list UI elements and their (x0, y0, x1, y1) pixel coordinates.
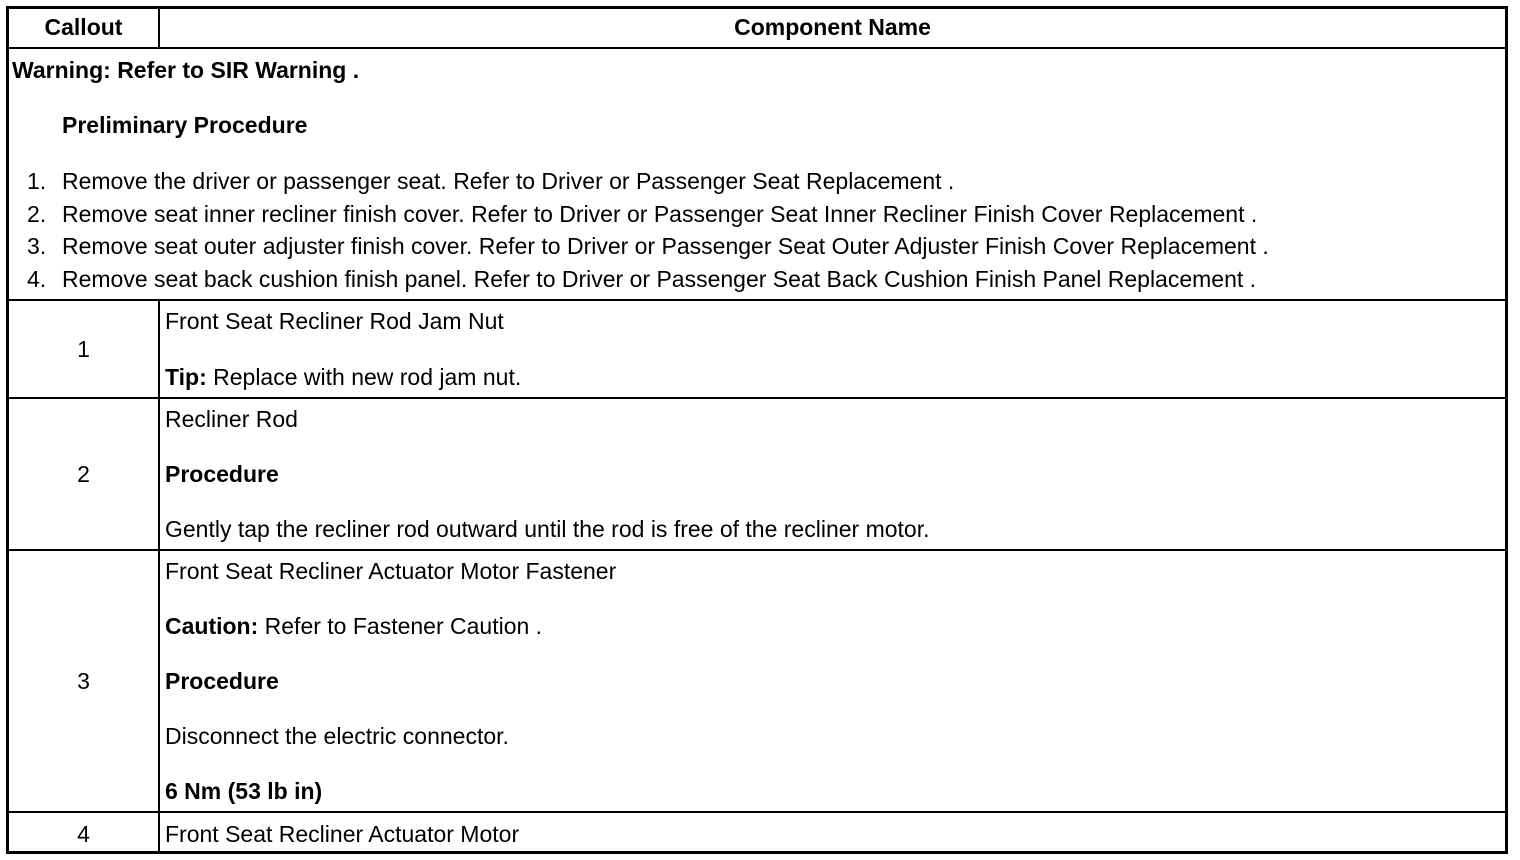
row-divider-3 (9, 811, 1505, 813)
step-3-number: 3. (27, 233, 47, 259)
header-divider (9, 47, 1505, 49)
header-callout: Callout (44, 14, 123, 40)
procedure-text-3: Disconnect the electric connector. (165, 723, 509, 749)
step-3-text: Remove seat outer adjuster finish cover. Refer to Driver or Passenger Seat Outer Adjuster Finish Cover Replacement . (62, 233, 1269, 259)
preliminary-title: Preliminary Procedure (62, 112, 308, 138)
step-1-number: 1. (27, 168, 47, 194)
tip-label: Tip: (165, 364, 207, 390)
tip-note (165, 363, 521, 391)
caution-label: Caution: (165, 613, 259, 639)
procedure-label-2: Procedure (165, 461, 279, 487)
step-4-text: Remove seat back cushion finish panel. Refer to Driver or Passenger Seat Back Cushion Finish Panel Replacement . (62, 266, 1257, 292)
torque-spec: 6 Nm (53 lb in) (165, 778, 323, 804)
step-1-text: Remove the driver or passenger seat. Refer to Driver or Passenger Seat Replacement . (62, 168, 955, 194)
row-divider-2 (9, 549, 1505, 551)
column-divider-body (158, 299, 160, 854)
header-component-name: Component Name (734, 14, 931, 40)
callout-2: 2 (77, 461, 90, 487)
callout-3: 3 (77, 668, 90, 694)
component-name-4: Front Seat Recliner Actuator Motor (165, 821, 520, 847)
warning-label: Warning: (12, 57, 111, 83)
callout-1: 1 (77, 336, 90, 362)
warning-text: Refer to SIR Warning . (117, 57, 360, 83)
component-name-1: Front Seat Recliner Rod Jam Nut (165, 308, 504, 334)
step-2-text: Remove seat inner recliner finish cover. Refer to Driver or Passenger Seat Inner Recliner Finish Cover Replacement . (62, 201, 1258, 227)
caution-note (165, 612, 542, 640)
procedure-text-2: Gently tap the recliner rod outward until the rod is free of the recliner motor. (165, 516, 930, 542)
procedure-label-3: Procedure (165, 668, 279, 694)
row-divider-1 (9, 397, 1505, 399)
preliminary-divider (9, 299, 1505, 301)
callout-4: 4 (77, 821, 90, 847)
step-4-number: 4. (27, 266, 47, 292)
component-name-3: Front Seat Recliner Actuator Motor Fastener (165, 558, 617, 584)
step-2-number: 2. (27, 201, 47, 227)
warning-note (12, 56, 359, 84)
component-name-2: Recliner Rod (165, 406, 298, 432)
caution-text: Refer to Fastener Caution . (264, 613, 543, 639)
procedure-table (6, 6, 1508, 854)
tip-text: Replace with new rod jam nut. (213, 364, 522, 390)
